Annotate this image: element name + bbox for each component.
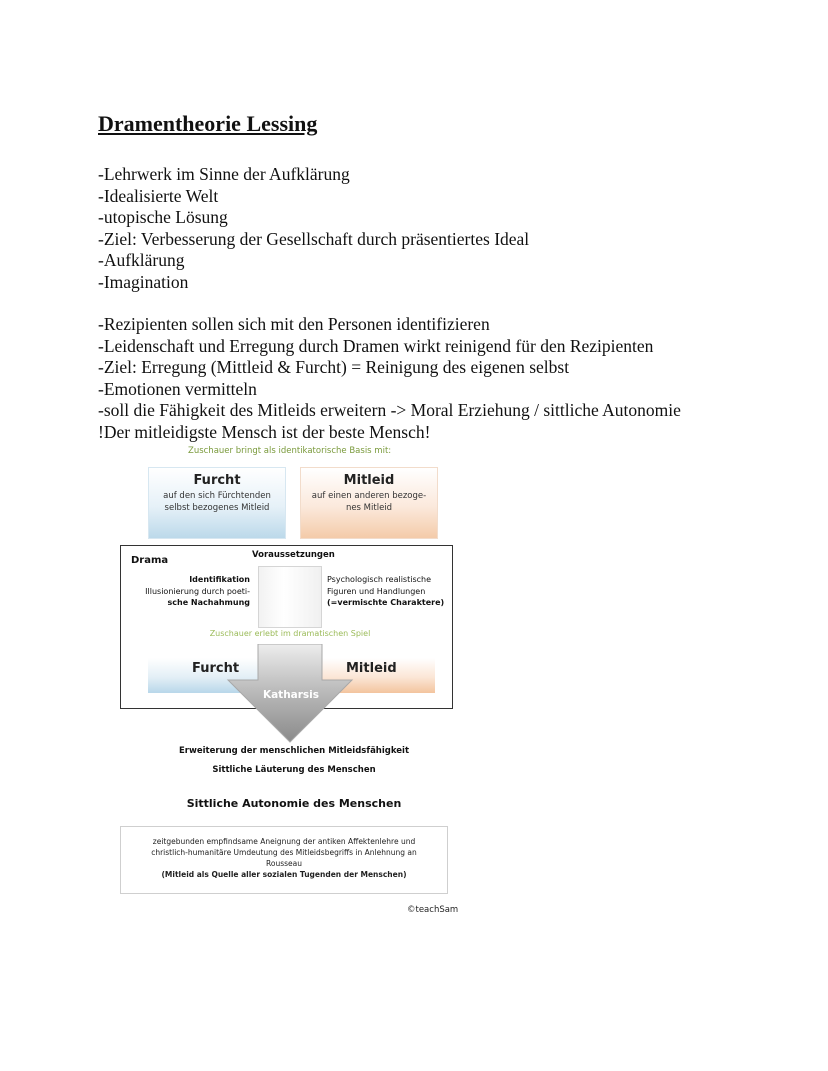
psych-line-2: Figuren und Handlungen <box>327 586 426 596</box>
list-item: -soll die Fähigkeit des Mitleids erweitern -> Moral Erziehung / sittliche Autonomie <box>98 400 681 420</box>
erweiterung-text: Erweiterung der menschlichen Mitleidsfähigkeit <box>178 746 410 756</box>
note-line-4: (Mitleid als Quelle aller sozialen Tugenden der Menschen) <box>161 870 407 879</box>
furcht-bottom-label: Furcht <box>192 661 240 676</box>
list-item: -Idealisierte Welt <box>98 185 219 206</box>
zuschauer-erlebt-text: Zuschauer erlebt im dramatischen Spiel <box>209 629 371 638</box>
note-box <box>120 826 448 894</box>
diagram-header: Zuschauer bringt als identikatorische Basis mit: <box>188 446 392 456</box>
credit-text: ©teachSam <box>407 905 459 915</box>
mitleid-sub-1: auf einen anderen bezoge- <box>311 491 427 501</box>
katharsis-label: Katharsis <box>262 689 320 701</box>
psych-line-1: Psychologisch realistische <box>327 575 432 584</box>
list-item: -Rezipienten sollen sich mit den Personen identifizieren <box>98 314 490 334</box>
note-line-3: Rousseau <box>266 859 302 868</box>
laeuterung-text: Sittliche Läuterung des Menschen <box>212 765 376 775</box>
mitleid-title: Mitleid <box>343 473 395 488</box>
list-item: -Lehrwerk im Sinne der Aufklärung <box>98 164 350 184</box>
note-line-2: christlich-humanitäre Umdeutung des Mitleidsbegriffs in Anlehnung an <box>151 848 417 857</box>
center-box <box>258 566 322 628</box>
notes-list-2 <box>98 314 681 443</box>
list-item: -Ziel: Erregung (Mittleid & Furcht) = Reinigung des eigenen selbst <box>98 357 570 377</box>
mitleid-box <box>300 467 438 539</box>
list-item: -Leidenschaft und Erregung durch Dramen wirkt reinigend für den Rezipienten <box>98 335 654 356</box>
psychologisch-text <box>327 574 449 609</box>
note-line-1: zeitgebunden empfindsame Aneignung der antiken Affektenlehre und <box>152 837 416 846</box>
list-item: -Ziel: Verbesserung der Gesellschaft durch präsentiertes Ideal <box>98 228 530 249</box>
drama-label: Drama <box>131 555 169 566</box>
psych-line-3: (=vermischte Charaktere) <box>327 598 445 607</box>
furcht-sub-1: auf den sich Fürchtenden <box>163 491 271 501</box>
autonomie-text: Sittliche Autonomie des Menschen <box>186 797 402 810</box>
furcht-sub-2: selbst bezogenes Mitleid <box>164 503 270 513</box>
ident-line-3: sche Nachahmung <box>167 598 250 607</box>
list-item: -Aufklärung <box>98 250 185 270</box>
voraussetzungen-label: Voraussetzungen <box>252 550 335 560</box>
page-title: Dramentheorie Lessing <box>98 111 318 136</box>
identifikation-text <box>130 574 250 609</box>
furcht-box <box>148 467 286 539</box>
ident-line-2: Illusionierung durch poeti- <box>145 586 250 596</box>
list-item: -Imagination <box>98 271 189 292</box>
mitleid-sub-2: nes Mitleid <box>345 503 393 513</box>
mitleid-bottom-label: Mitleid <box>346 661 397 676</box>
list-item: -utopische Lösung <box>98 207 228 227</box>
ident-line-1: Identifikation <box>189 575 250 584</box>
notes-list-1 <box>98 164 529 293</box>
list-item: -Emotionen vermitteln <box>98 378 257 399</box>
furcht-title: Furcht <box>193 473 241 488</box>
list-item: !Der mitleidigste Mensch ist der beste Mensch! <box>98 421 431 442</box>
